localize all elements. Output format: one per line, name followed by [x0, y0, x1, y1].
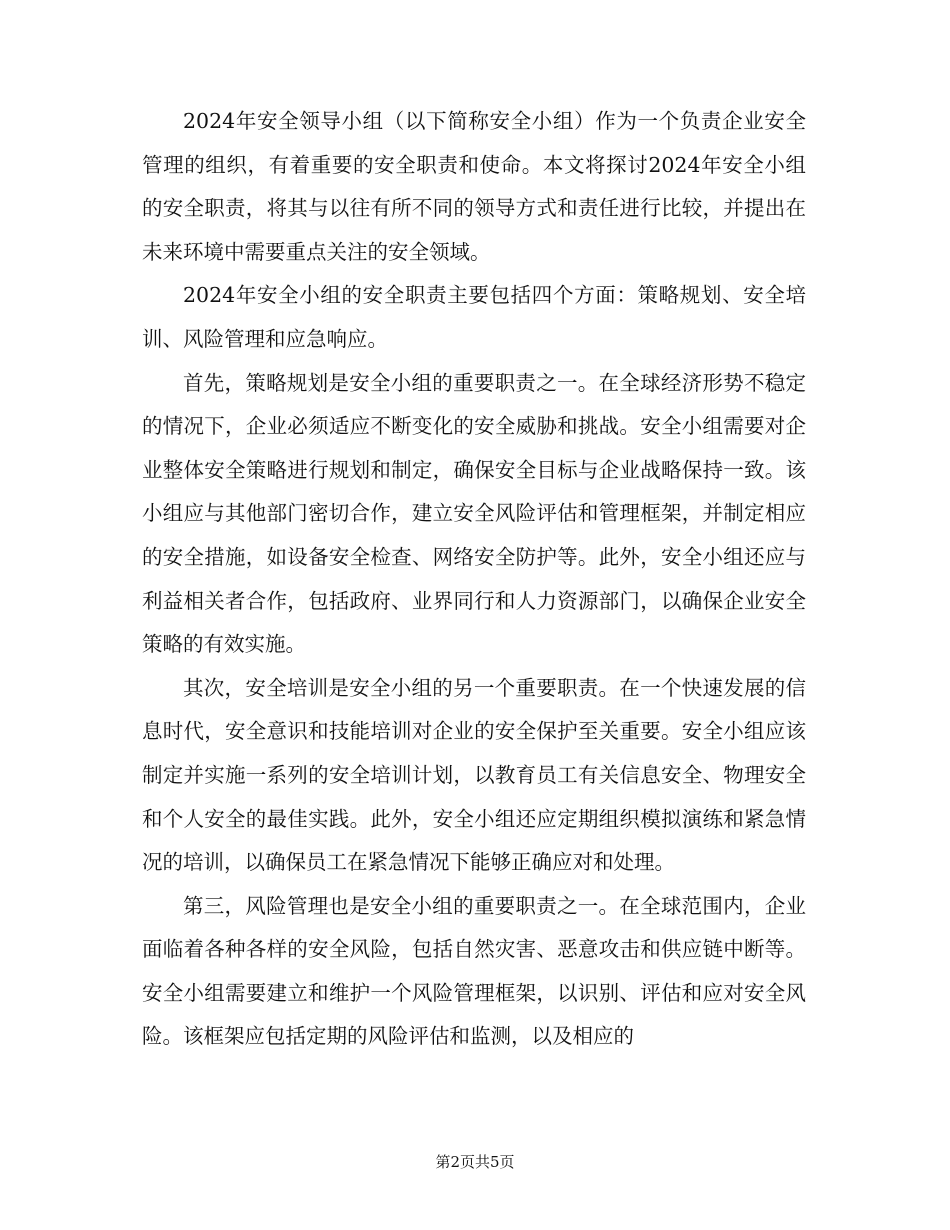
document-body	[142, 100, 806, 1059]
paragraph-training: 其次，安全培训是安全小组的另一个重要职责。在一个快速发展的信息时代，安全意识和技能培训对企业的安全保护至关重要。安全小组应该制定并实施一系列的安全培训计划，以教育员工有关信息安全、物理安全和个人安全的最佳实践。此外，安全小组还应定期组织模拟演练和紧急情况的培训，以确保员工在紧急情况下能够正确应对和处理。	[142, 675, 806, 875]
paragraph-overview: 2024年安全小组的安全职责主要包括四个方面：策略规划、安全培训、风险管理和应急响应。	[142, 283, 806, 351]
paragraph-intro: 2024年安全领导小组（以下简称安全小组）作为一个负责企业安全管理的组织，有着重要的安全职责和使命。本文将探讨2024年安全小组的安全职责，将其与以往有所不同的领导方式和责任进行比较，并提出在未来环境中需要重点关注的安全领域。	[142, 109, 806, 264]
paragraph-risk: 第三，风险管理也是安全小组的重要职责之一。在全球范围内，企业面临着各种各样的安全风险，包括自然灾害、恶意攻击和供应链中断等。安全小组需要建立和维护一个风险管理框架，以识别、评估和应对安全风险。该框架应包括定期的风险评估和监测，以及相应的	[142, 893, 806, 1049]
page-number-footer: 第2页共5页	[435, 1153, 515, 1171]
paragraph-strategy: 首先，策略规划是安全小组的重要职责之一。在全球经济形势不稳定的情况下，企业必须适应不断变化的安全威胁和挑战。安全小组需要对企业整体安全策略进行规划和制定，确保安全目标与企业战略保持一致。该小组应与其他部门密切合作，建立安全风险评估和管理框架，并制定相应的安全措施，如设备安全检查、网络安全防护等。此外，安全小组还应与利益相关者合作，包括政府、业界同行和人力资源部门，以确保企业安全策略的有效实施。	[142, 370, 806, 657]
